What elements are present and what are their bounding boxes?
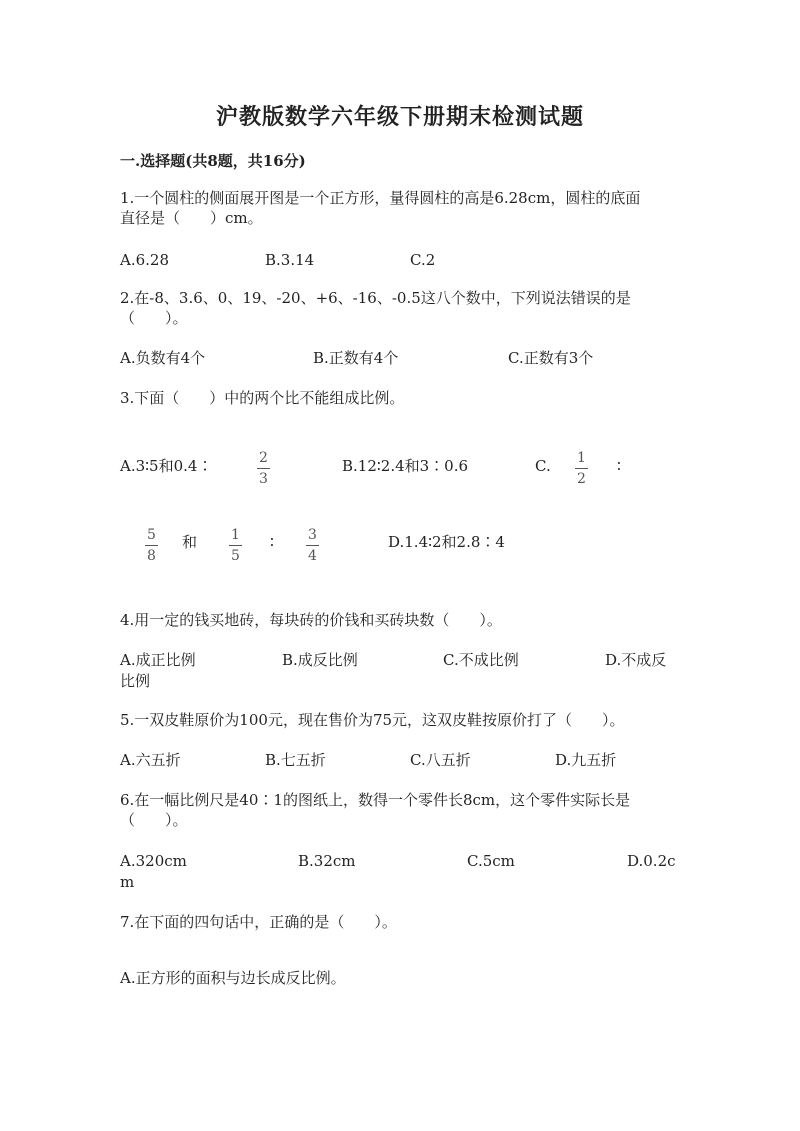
fraction-denominator: 3 — [259, 471, 268, 487]
question-5-option-d: D.九五折 — [555, 751, 617, 769]
question-5-option-b: B.七五折 — [265, 751, 326, 769]
question-3-option-c-fraction-4 — [306, 527, 319, 564]
question-1-line-2: 直径是（ ）cm。 — [120, 209, 263, 227]
question-6-option-a: A.320cm — [120, 852, 187, 870]
fraction-numerator: 5 — [147, 527, 156, 543]
fraction-numerator: 2 — [259, 450, 268, 466]
question-1-option-a: A.6.28 — [120, 251, 169, 269]
question-2-line-1: 2.在-8、3.6、0、19、-20、+6、-16、-0.5这八个数中，下列说法错误的是 — [120, 289, 631, 307]
question-3-option-c-fraction — [575, 450, 588, 487]
fraction-bar — [575, 468, 588, 469]
question-2-line-2: （ ）。 — [120, 309, 188, 327]
conjunction-and: 和 — [182, 533, 198, 551]
fraction-numerator: 1 — [231, 527, 240, 543]
question-3-option-d: D.1.4∶2和2.8∶4 — [388, 533, 505, 551]
question-6-line-2: （ ）。 — [120, 811, 188, 829]
fraction-denominator: 5 — [231, 548, 240, 564]
question-1-option-c: C.2 — [410, 251, 436, 269]
fraction-numerator: 3 — [308, 527, 317, 543]
question-4-option-a: A.成正比例 — [120, 651, 196, 669]
question-5-option-a: A.六五折 — [120, 751, 181, 769]
question-3-option-c: C. — [535, 457, 551, 475]
question-4-option-d-wrap: 比例 — [120, 672, 151, 690]
question-3-option-a-fraction — [257, 450, 270, 487]
question-4-option-b: B.成反比例 — [282, 651, 358, 669]
question-1-option-b: B.3.14 — [265, 251, 315, 269]
question-2-option-c: C.正数有3个 — [508, 349, 594, 367]
fraction-denominator: 4 — [308, 548, 317, 564]
question-3-option-c-fraction-2 — [145, 527, 158, 564]
question-6-option-d: D.0.2c — [627, 852, 676, 870]
question-6-line-1: 6.在一幅比例尺是40∶1的图纸上，数得一个零件长8cm，这个零件实际长是 — [120, 791, 631, 809]
question-4-option-d: D.不成反 — [605, 651, 667, 669]
question-3-option-a: A.3∶5和0.4∶ — [120, 457, 213, 475]
question-3-line-1: 3.下面（ ）中的两个比不能组成比例。 — [120, 389, 405, 407]
ratio-colon: ∶ — [617, 457, 621, 475]
fraction-numerator: 1 — [577, 450, 586, 466]
question-7-option-a: A.正方形的面积与边长成反比例。 — [120, 969, 346, 987]
fraction-denominator: 8 — [147, 548, 156, 564]
question-2-option-b: B.正数有4个 — [313, 349, 399, 367]
question-7-line-1: 7.在下面的四句话中，正确的是（ ）。 — [120, 913, 397, 931]
ratio-colon-2: ∶ — [270, 533, 274, 551]
question-3-option-b: B.12∶2.4和3∶0.6 — [342, 457, 469, 475]
question-1-line-1: 1.一个圆柱的侧面展开图是一个正方形，量得圆柱的高是6.28cm，圆柱的底面 — [120, 189, 641, 207]
fraction-bar — [229, 545, 242, 546]
section-heading: 一.选择题(共8题，共16分) — [120, 152, 306, 170]
question-5-option-c: C.八五折 — [410, 751, 471, 769]
fraction-denominator: 2 — [577, 471, 586, 487]
fraction-bar — [306, 545, 319, 546]
question-4-line-1: 4.用一定的钱买地砖，每块砖的价钱和买砖块数（ ）。 — [120, 611, 502, 629]
question-3-option-c-fraction-3 — [229, 527, 242, 564]
question-5-line-1: 5.一双皮鞋原价为100元，现在售价为75元，这双皮鞋按原价打了（ ）。 — [120, 711, 625, 729]
question-6-option-d-wrap: m — [120, 873, 135, 891]
question-2-option-a: A.负数有4个 — [120, 349, 206, 367]
question-6-option-b: B.32cm — [298, 852, 356, 870]
page-title: 沪教版数学六年级下册期末检测试题 — [215, 104, 584, 130]
fraction-bar — [145, 545, 158, 546]
question-4-option-c: C.不成比例 — [443, 651, 519, 669]
question-6-option-c: C.5cm — [467, 852, 515, 870]
fraction-bar — [257, 468, 270, 469]
